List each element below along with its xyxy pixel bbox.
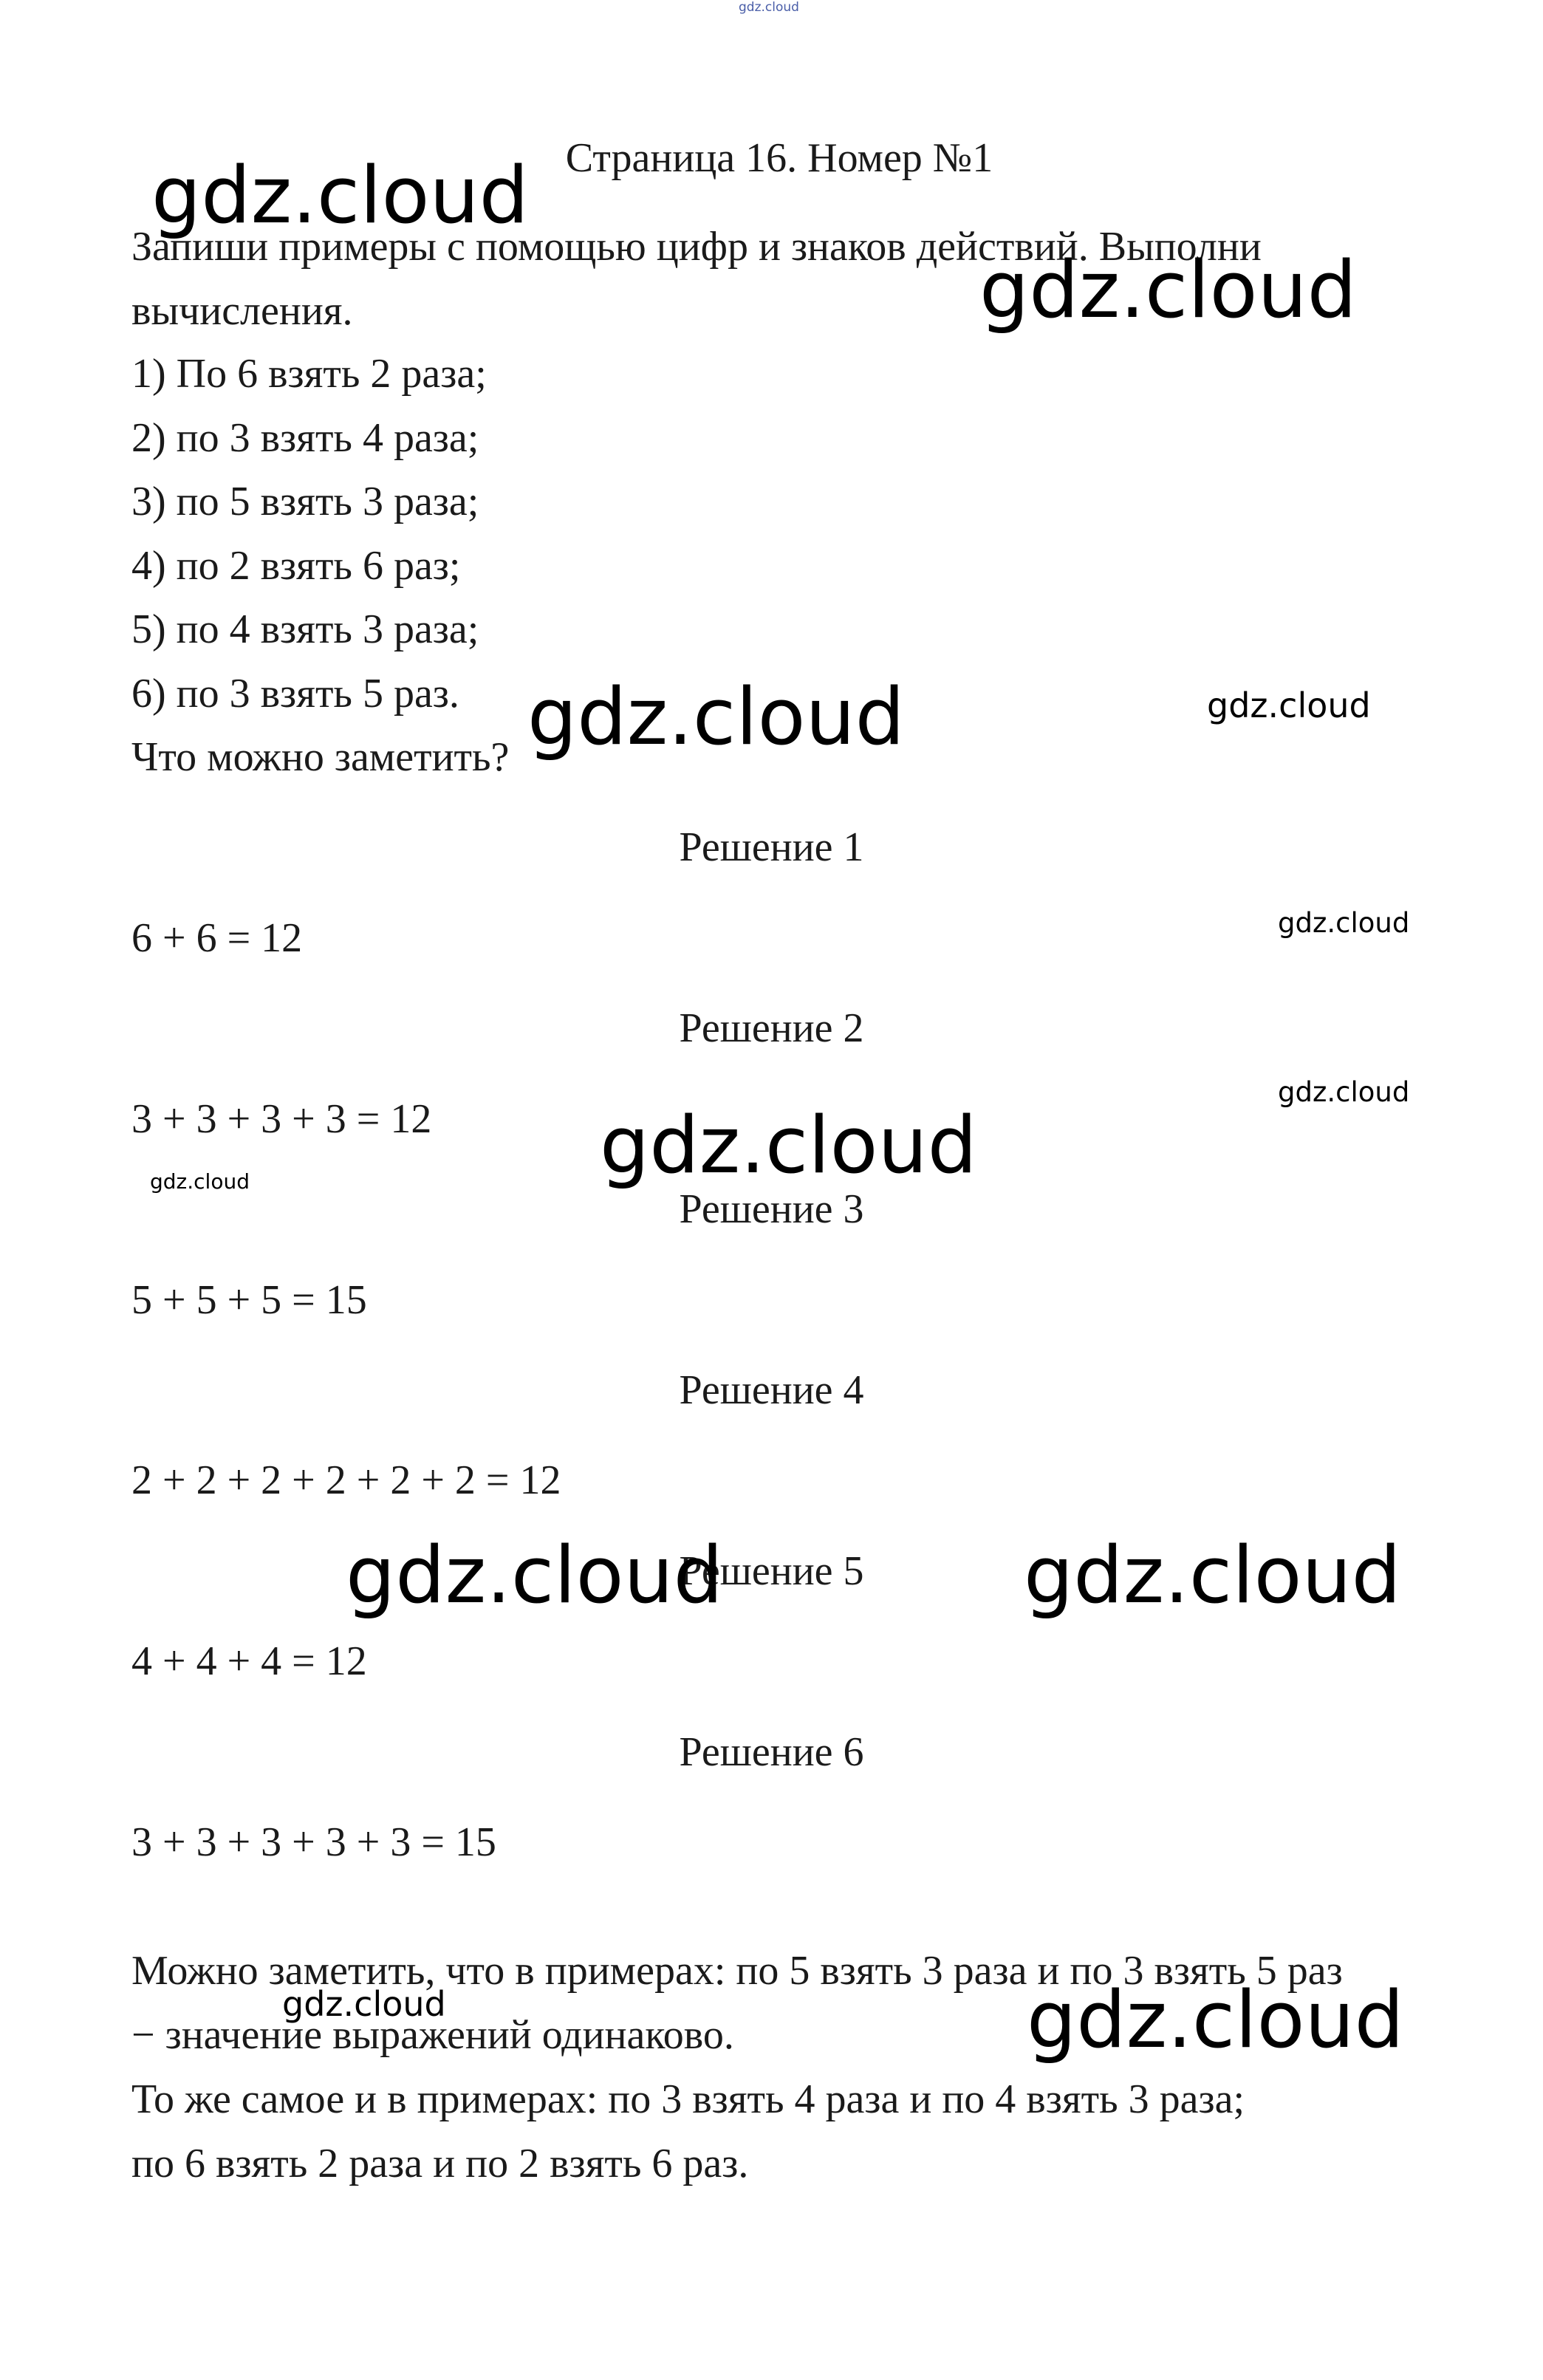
solution-2-expression: 3 + 3 + 3 + 3 = 12 [131, 1096, 432, 1142]
solution-1-expression: 6 + 6 = 12 [131, 915, 303, 961]
solution-5-heading: Решение 5 [679, 1548, 864, 1594]
watermark: gdz.cloud [979, 245, 1357, 335]
solution-6-heading: Решение 6 [679, 1729, 864, 1775]
watermark: gdz.cloud [1207, 685, 1371, 725]
task-item-5: 5) по 4 взять 3 раза; [131, 606, 479, 652]
task-item-4: 4) по 2 взять 6 раз; [131, 543, 461, 589]
watermark: gdz.cloud [282, 1984, 446, 2024]
watermark: gdz.cloud [346, 1530, 723, 1621]
conclusion-line-2: − значение выражений одинаково. [131, 2012, 734, 2058]
solution-3-expression: 5 + 5 + 5 = 15 [131, 1277, 367, 1323]
header-watermark: gdz.cloud [739, 0, 799, 15]
solution-5-expression: 4 + 4 + 4 = 12 [131, 1638, 367, 1684]
solution-4-heading: Решение 4 [679, 1367, 864, 1413]
task-item-2: 2) по 3 взять 4 раза; [131, 415, 479, 461]
watermark: gdz.cloud [1024, 1530, 1401, 1621]
watermark: gdz.cloud [1278, 1076, 1410, 1108]
solution-4-expression: 2 + 2 + 2 + 2 + 2 + 2 = 12 [131, 1457, 561, 1503]
task-text-line-1: Запиши примеры с помощью цифр и знаков действий. Выполни [131, 224, 1262, 270]
task-item-6: 6) по 3 взять 5 раз. [131, 671, 459, 717]
task-item-1: 1) По 6 взять 2 раза; [131, 351, 487, 397]
conclusion-line-4: по 6 взять 2 раза и по 2 взять 6 раз. [131, 2141, 749, 2186]
conclusion-line-1: Можно заметить, что в примерах: по 5 взять 3 раза и по 3 взять 5 раз [131, 1948, 1343, 1994]
watermark: gdz.cloud [1278, 907, 1410, 939]
watermark: gdz.cloud [527, 671, 905, 762]
task-item-3: 3) по 5 взять 3 раза; [131, 479, 479, 524]
page-title: Страница 16. Номер №1 [565, 135, 993, 181]
solution-3-heading: Решение 3 [679, 1186, 864, 1232]
watermark: gdz.cloud [151, 150, 529, 241]
watermark: gdz.cloud [150, 1169, 250, 1194]
watermark: gdz.cloud [1027, 1974, 1404, 2065]
watermark: gdz.cloud [600, 1100, 977, 1191]
conclusion-line-3: То же самое и в примерах: по 3 взять 4 раза и по 4 взять 3 раза; [131, 2076, 1245, 2122]
solution-2-heading: Решение 2 [679, 1005, 864, 1051]
solution-1-heading: Решение 1 [679, 824, 864, 870]
task-text-line-2: вычисления. [131, 288, 353, 334]
task-question: Что можно заметить? [131, 734, 510, 780]
solution-6-expression: 3 + 3 + 3 + 3 + 3 = 15 [131, 1819, 496, 1865]
